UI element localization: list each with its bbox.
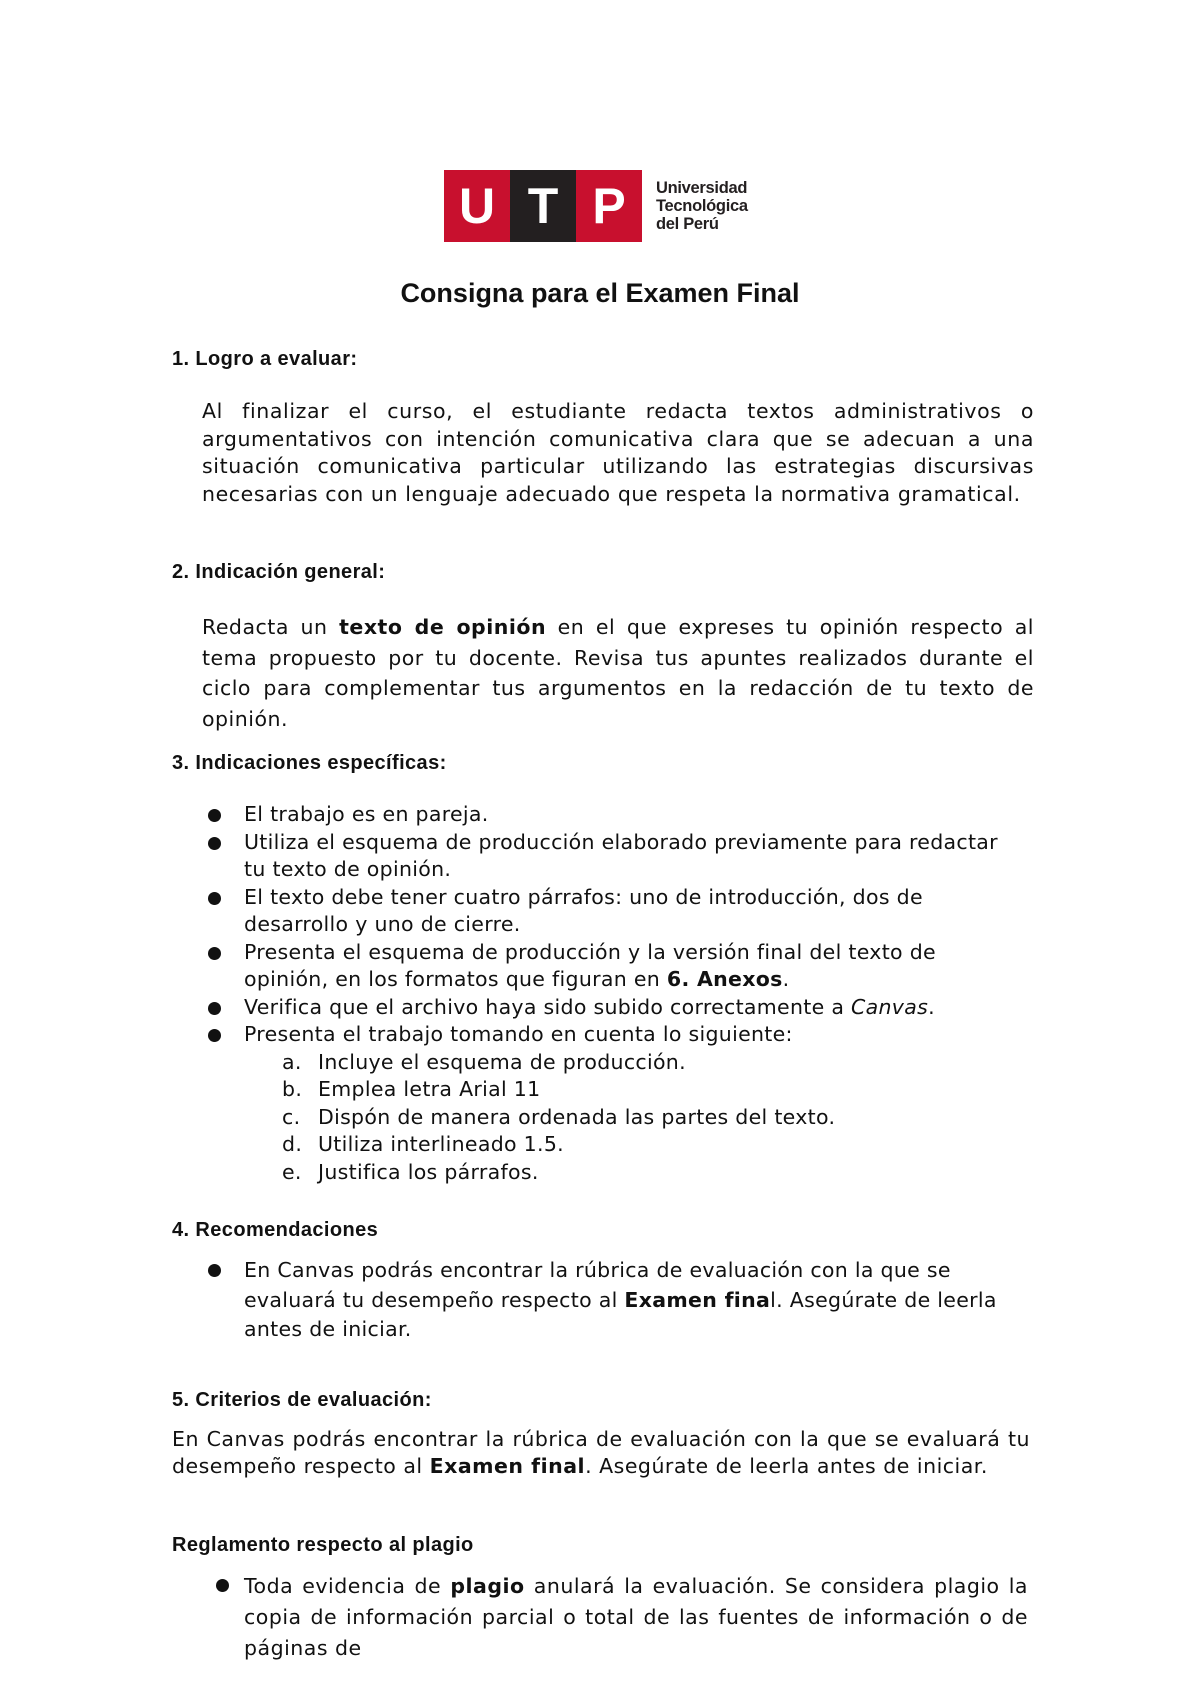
section-2-body: [202, 612, 1034, 734]
logo-letter-t: T: [510, 170, 576, 242]
format-sublist: [282, 1049, 1014, 1187]
section-3-heading: 3. Indicaciones específicas:: [172, 752, 447, 774]
list-item-text: El trabajo es en pareja.: [244, 802, 489, 826]
sublist-text: Justifica los párrafos.: [318, 1159, 539, 1184]
list-item: [244, 1021, 1014, 1186]
section-5-heading: 5. Criterios de evaluación:: [172, 1389, 432, 1411]
list-item-text: En Canvas podrás encontrar la rúbrica de evaluación con la que se evaluará tu desempeño respecto al: [244, 1258, 951, 1312]
list-item-text: .: [782, 967, 790, 991]
list-item-text: l. Asegúrate de leerla antes de iniciar.: [244, 1287, 997, 1341]
section-2-body-bold: texto de opinión: [339, 615, 547, 639]
bullet-icon: [208, 1029, 221, 1042]
canvas-reference: Canvas: [851, 994, 929, 1019]
sublist-text: Incluye el esquema de producción.: [318, 1049, 686, 1074]
sublist-item: [282, 1159, 1014, 1187]
section-3-list: [244, 801, 1014, 1186]
logo-wordmark: [656, 170, 748, 242]
sublist-item: [282, 1104, 1014, 1132]
exam-reference: Examen final: [429, 1454, 586, 1478]
list-item-text: anulará la evaluación. Se considera plagio la copia de información parcial o total de las fuentes de información o de páginas de: [244, 1574, 1028, 1660]
annex-reference: 6. Anexos: [666, 967, 783, 991]
section-1-body: Al finalizar el curso, el estudiante redacta textos administrativos o argumentativos con intención comunicativa clara que se adecuan a una situación comunicativa particular utilizando las estrategias discursivas necesarias con un lenguaje adecuado que respeta la normativa gramatical.: [202, 399, 1034, 506]
list-item-text: El texto debe tener cuatro párrafos: uno de introducción, dos de desarrollo y uno de cierre.: [244, 884, 923, 936]
sublist-letter: b.: [282, 1077, 303, 1101]
list-item: [244, 994, 1014, 1022]
bullet-icon: [208, 892, 221, 905]
section-4-list: [244, 1256, 1034, 1345]
list-item-text: .: [928, 994, 935, 1019]
list-item-text: Verifica que el archivo haya sido subido correctamente a: [244, 994, 852, 1019]
list-item-text: Toda evidencia de: [244, 1574, 451, 1598]
plagio-heading: Reglamento respecto al plagio: [172, 1534, 474, 1556]
list-item: [244, 829, 1014, 884]
section-1-heading: 1. Logro a evaluar:: [172, 348, 358, 370]
section-5-body-pre: En Canvas podrás encontrar la rúbrica de evaluación con la que se evaluará tu desempeño respecto al: [172, 1427, 1030, 1478]
sublist-text: Utiliza interlineado 1.5.: [318, 1132, 564, 1156]
logo-line-2: Tecnológica: [656, 197, 748, 215]
list-item-text: Presenta el trabajo tomando en cuenta lo siguiente:: [244, 1022, 793, 1046]
sublist-letter: a.: [282, 1049, 302, 1074]
exam-reference: Examen fina: [624, 1287, 771, 1312]
sublist-letter: e.: [282, 1159, 302, 1184]
sublist-item: [282, 1049, 1014, 1077]
bullet-icon: [208, 837, 221, 850]
section-5-body-post: . Asegúrate de leerla antes de iniciar.: [585, 1454, 988, 1478]
section-2-body-pre: Redacta un: [202, 615, 340, 639]
section-2-body-post: en el que expreses tu opinión respecto al tema propuesto por tu docente. Revisa tus apuntes realizados durante el ciclo para complementar tus argumentos en la redacción de tu texto de opinión.: [202, 615, 1034, 731]
plagio-term: plagio: [450, 1574, 525, 1598]
section-5-body: [172, 1426, 1030, 1480]
utp-logo: [444, 170, 748, 242]
logo-letter-u: U: [444, 170, 510, 242]
logo-letter-p: P: [576, 170, 642, 242]
bullet-icon: [208, 1264, 221, 1277]
sublist-text: Emplea letra Arial 11: [318, 1077, 541, 1101]
list-item: [244, 1571, 1028, 1664]
section-2-heading: 2. Indicación general:: [172, 561, 386, 583]
sublist-text: Dispón de manera ordenada las partes del texto.: [318, 1104, 836, 1129]
logo-line-3: del Perú: [656, 215, 719, 233]
list-item-text: Utiliza el esquema de producción elaborado previamente para redactar tu texto de opinión.: [244, 829, 998, 881]
plagio-list: [244, 1571, 1028, 1664]
bullet-icon: [208, 1002, 221, 1015]
list-item: [244, 884, 1014, 939]
page-title: Consigna para el Examen Final: [400, 278, 800, 308]
sublist-item: [282, 1076, 1014, 1104]
section-4-heading: 4. Recomendaciones: [172, 1219, 379, 1241]
list-item: [244, 801, 1014, 829]
bullet-icon: [208, 809, 221, 822]
list-item-text: Presenta el esquema de producción y la versión final del texto de opinión, en los formatos que figuran en: [244, 939, 936, 991]
sublist-item: [282, 1131, 1014, 1159]
sublist-letter: d.: [282, 1132, 303, 1156]
logo-line-1: Universidad: [656, 179, 748, 197]
list-item: [244, 939, 1014, 994]
bullet-icon: [208, 947, 221, 960]
list-item: [244, 1256, 1034, 1345]
bullet-icon: [216, 1579, 229, 1592]
sublist-letter: c.: [282, 1104, 301, 1129]
